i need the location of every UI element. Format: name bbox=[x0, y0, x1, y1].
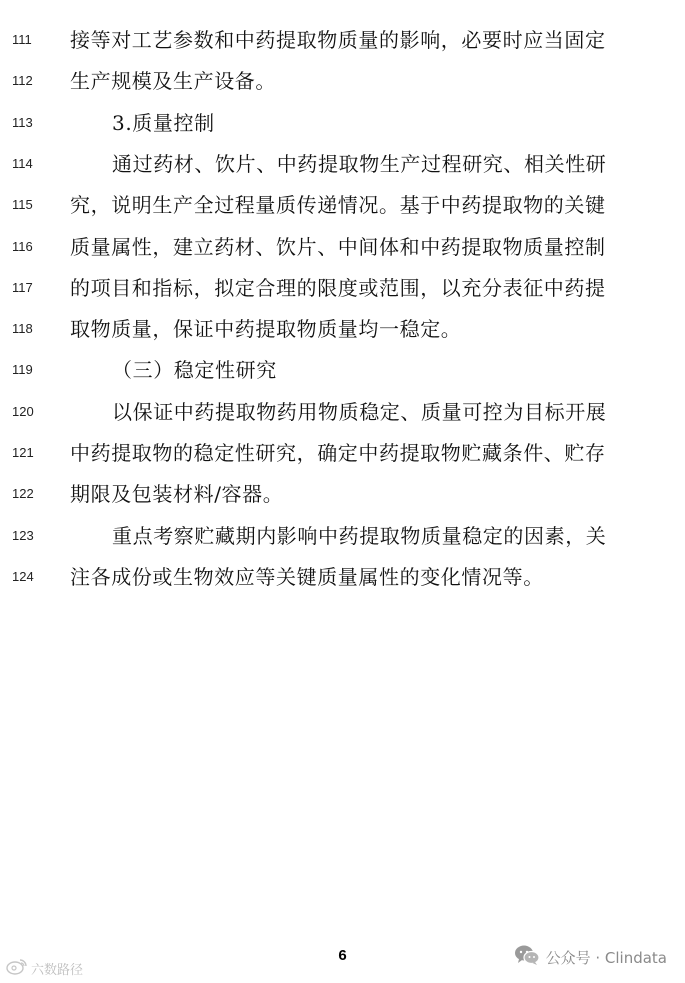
line-text: 质量属性，建立药材、饮片、中间体和中药提取物质量控制 bbox=[70, 234, 606, 259]
line-number: 114 bbox=[12, 155, 33, 171]
watermark-right bbox=[514, 944, 667, 970]
weibo-icon bbox=[6, 957, 28, 979]
line-number: 111 bbox=[12, 32, 32, 47]
document-line bbox=[0, 144, 685, 184]
watermark-right-text: 公众号 · Clindata bbox=[545, 948, 667, 967]
document-line bbox=[0, 433, 685, 473]
line-text: 取物质量，保证中药提取物质量均一稳定。 bbox=[70, 317, 462, 342]
line-text: 生产规模及生产设备。 bbox=[70, 69, 276, 94]
document-line bbox=[0, 20, 685, 60]
document-line bbox=[0, 392, 685, 432]
line-text: 通过药材、饮片、中药提取物生产过程研究、相关性研 bbox=[112, 151, 607, 176]
line-number: 121 bbox=[12, 445, 34, 460]
watermark-left-text: 六数路径 bbox=[31, 962, 84, 978]
wechat-icon bbox=[514, 944, 540, 970]
line-number: 119 bbox=[12, 362, 33, 378]
document-line bbox=[0, 268, 685, 308]
line-number: 116 bbox=[12, 238, 33, 254]
line-number: 118 bbox=[12, 321, 33, 337]
line-text: 究，说明生产全过程量质传递情况。基于中药提取物的关键 bbox=[70, 193, 606, 218]
line-text: 中药提取物的稳定性研究，确定中药提取物贮藏条件、贮存 bbox=[70, 441, 606, 465]
document-line bbox=[0, 557, 685, 597]
document-line bbox=[0, 350, 685, 390]
line-text: 接等对工艺参数和中药提取物质量的影响，必要时应当固定 bbox=[70, 28, 606, 52]
line-number: 120 bbox=[12, 403, 34, 419]
line-number: 124 bbox=[12, 568, 34, 584]
line-number: 113 bbox=[12, 114, 33, 130]
line-number: 117 bbox=[12, 279, 33, 295]
line-text: 重点考察贮藏期内影响中药提取物质量稳定的因素，关 bbox=[112, 523, 607, 548]
page-number: 6 bbox=[338, 947, 347, 964]
document-line bbox=[0, 103, 685, 143]
document-line bbox=[0, 185, 685, 225]
line-number: 112 bbox=[12, 73, 33, 89]
line-number: 123 bbox=[12, 527, 34, 543]
line-text: 以保证中药提取物药用物质稳定、质量可控为目标开展 bbox=[112, 399, 607, 424]
line-text: （三）稳定性研究 bbox=[112, 358, 277, 383]
document-line bbox=[0, 309, 685, 349]
line-text: 3.质量控制 bbox=[112, 110, 215, 135]
watermark-left bbox=[6, 956, 83, 980]
line-number: 122 bbox=[12, 486, 34, 502]
line-text: 期限及包装材料/容器。 bbox=[70, 482, 284, 507]
document-line bbox=[0, 516, 685, 556]
document-line bbox=[0, 474, 685, 514]
line-text: 的项目和指标，拟定合理的限度或范围，以充分表征中药提 bbox=[70, 275, 606, 300]
document-line bbox=[0, 61, 685, 101]
line-text: 注各成份或生物效应等关键质量属性的变化情况等。 bbox=[70, 564, 544, 589]
line-number: 115 bbox=[12, 197, 33, 213]
document-line bbox=[0, 227, 685, 267]
